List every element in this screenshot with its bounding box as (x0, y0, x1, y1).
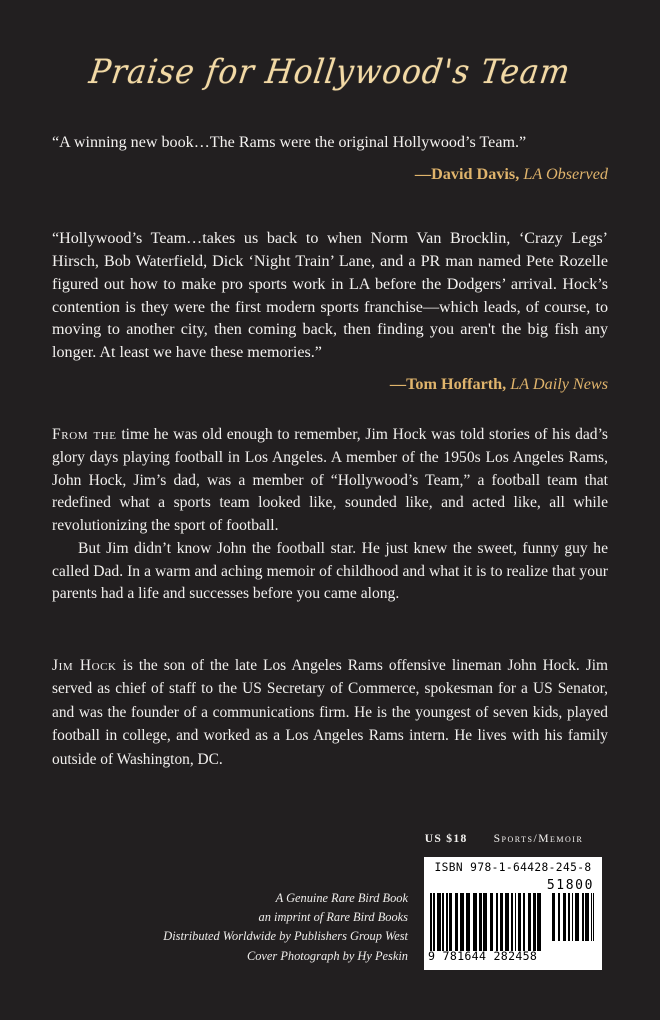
imprint-block (108, 889, 408, 966)
description-lead-smallcaps: From the (52, 426, 117, 443)
author-bio-lead-smallcaps: Jim Hock (52, 657, 117, 674)
attribution-dash: — (389, 375, 407, 394)
quote-text: “A winning new book…The Rams were the original Hollywood’s Team.” (52, 134, 527, 151)
description-paragraph-1-text: time he was old enough to remember, Jim Hock was told stories of his dad’s glory days playing football in Los Angeles. A member of the 1950s Los Angeles Rams, John Hock, Jim’s dad, was a member of “Hollywood’s Team,” a football team that redefined what a sports team looked like, sounded like, and acted like, all while revolutionizing the sport of football. (52, 426, 608, 535)
imprint-line-1: A Genuine Rare Bird Book (275, 891, 408, 905)
barcode-block (424, 857, 602, 970)
author-bio (52, 654, 608, 771)
attribution-name: David Davis (431, 164, 516, 183)
quote-attribution (52, 374, 608, 395)
price-code-digits: 51800 (546, 878, 594, 893)
attribution-comma: , (502, 375, 507, 394)
author-bio-text: is the son of the late Los Angeles Rams offensive lineman John Hock. Jim served as chief of staff to the US Secretary of Commerce, spokesman for a US Senator, and was the founder of a communications firm. He is the youngest of seven kids, played football in college, and worked as a Los Angeles Rams intern. He lives with his family outside of Washington, DC. (52, 657, 609, 768)
category-label: Sports/Memoir (493, 832, 584, 845)
attribution-name: Tom Hoffarth (406, 375, 503, 394)
praise-headline: Praise for Hollywood's Team (86, 52, 574, 92)
barcode-bars (430, 893, 596, 951)
price-label: US $18 (424, 832, 468, 845)
attribution-publication: LA Daily News (510, 375, 608, 394)
attribution-publication: LA Observed (523, 164, 608, 183)
book-description (52, 424, 608, 606)
description-paragraph-2: But Jim didn’t know John the football star. He just knew the sweet, funny guy he called Dad. In a warm and aching memoir of childhood and what it is to realize that your parents had a life and successes before you came along. (52, 539, 608, 603)
praise-quote-1 (52, 132, 608, 185)
ean13-bars (430, 893, 542, 951)
ean13-digits: 9 781644 282458 (428, 949, 538, 963)
retail-info (400, 832, 608, 845)
description-paragraph-1 (52, 424, 608, 538)
praise-quote-2 (52, 228, 608, 395)
attribution-dash: — (414, 164, 432, 183)
ean5-addon-bars (552, 893, 596, 941)
imprint-line-2: an imprint of Rare Bird Books (258, 910, 408, 925)
author-bio-paragraph (52, 654, 608, 771)
quote-attribution (52, 164, 608, 185)
isbn-label: ISBN 978-1-64428-245-8 (434, 861, 592, 874)
imprint-line-3: Distributed Worldwide by Publishers Group West (163, 929, 408, 944)
imprint-line-4: Cover Photograph by Hy Peskin (246, 948, 408, 963)
quote-text: “Hollywood’s Team…takes us back to when Norm Van Brocklin, ‘Crazy Legs’ Hirsch, Bob Waterfield, Dick ‘Night Train’ Lane, and a PR man named Pete Rozelle figured out how to make pro sports work in LA before the Dodgers’ arrival. Hock’s contention is they were the first modern sports franchise—which leads, of course, to moving to another city, then coming back, then finding you aren't the big fish any longer. At least we have these memories.” (52, 230, 608, 362)
attribution-comma: , (515, 164, 520, 183)
